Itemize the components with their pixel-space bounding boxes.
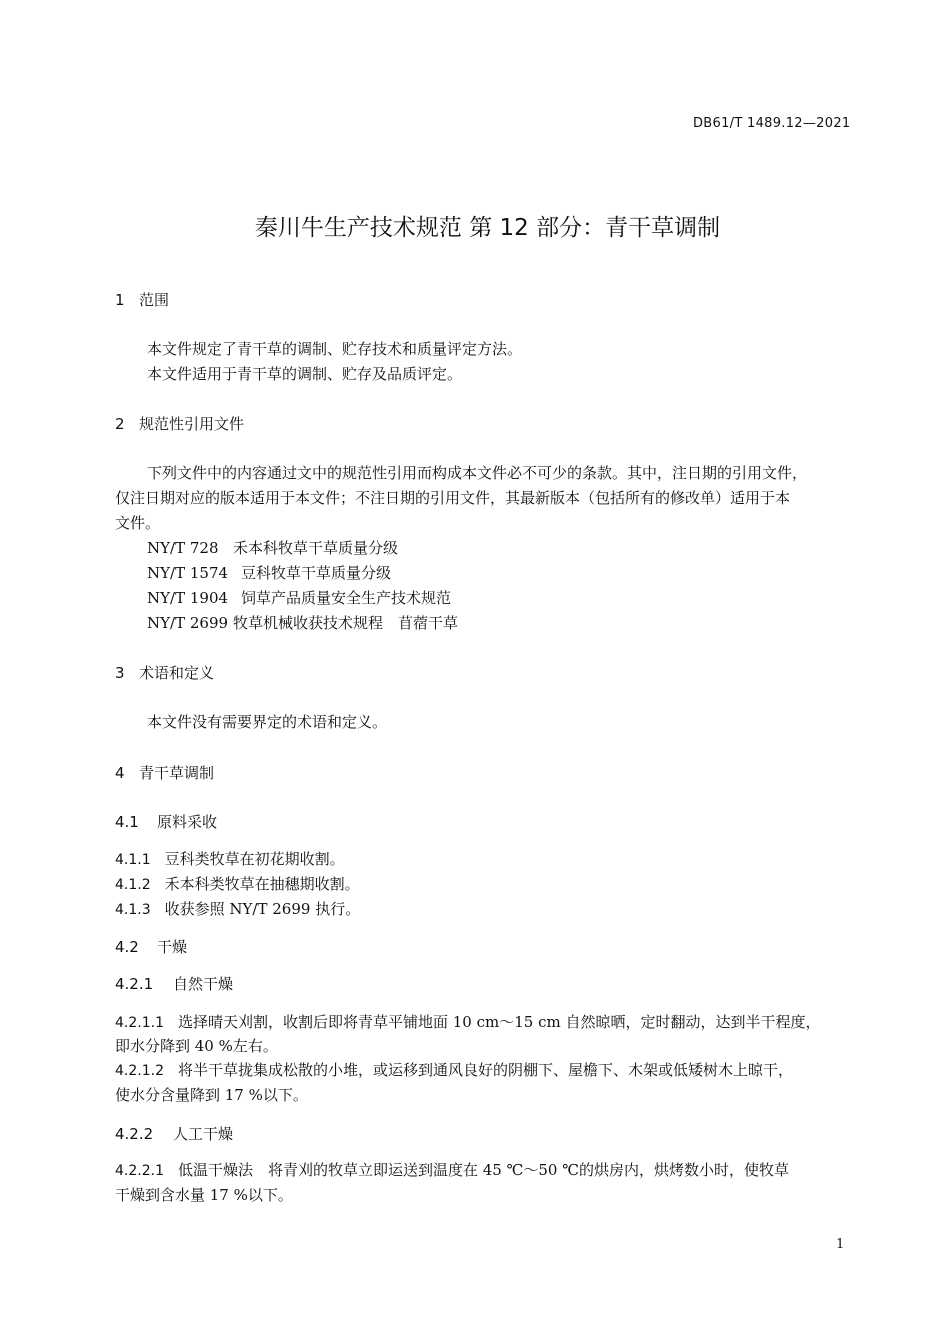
section-2-intro-line-3: 文件。 xyxy=(115,514,161,532)
section-title: 术语和定义 xyxy=(139,664,215,682)
reference-code: NY/T 728 xyxy=(147,539,219,557)
reference-item xyxy=(147,612,458,633)
clause-number: 4.1.3 xyxy=(115,902,151,918)
section-3-paragraph: 本文件没有需要界定的术语和定义。 xyxy=(147,713,388,731)
reference-title: 牧草机械收获技术规程 苜蓿干草 xyxy=(233,614,459,632)
clause-4-2-2-1-line-2: 干燥到含水量 17 %以下。 xyxy=(115,1186,293,1204)
subsection-number: 4.1 xyxy=(115,813,139,831)
section-1-paragraph-1: 本文件规定了青干草的调制、贮存技术和质量评定方法。 xyxy=(147,340,523,358)
reference-title: 禾本科牧草干草质量分级 xyxy=(233,539,399,557)
reference-code: NY/T 1574 xyxy=(147,564,229,582)
subsection-number: 4.2.1 xyxy=(115,975,154,993)
section-3-heading xyxy=(115,662,214,683)
subsection-number: 4.2 xyxy=(115,938,139,956)
page-number: 1 xyxy=(836,1237,845,1252)
clause-4-2-1-1-line-2: 即水分降到 40 %左右。 xyxy=(115,1037,278,1055)
section-2-intro-line-1: 下列文件中的内容通过文中的规范性引用而构成本文件必不可少的条款。其中，注日期的引用文件， xyxy=(147,464,808,482)
clause-4-1-2 xyxy=(115,873,360,894)
reference-title: 豆科牧草干草质量分级 xyxy=(241,564,392,582)
document-title: 秦川牛生产技术规范 第 12 部分：青干草调制 xyxy=(254,215,721,241)
clause-4-2-2-1-line-1 xyxy=(115,1159,789,1180)
subsection-title: 自然干燥 xyxy=(173,975,234,993)
section-number: 1 xyxy=(115,291,125,309)
section-2-intro-line-2: 仅注日期对应的版本适用于本文件；不注日期的引用文件，其最新版本（包括所有的修改单）适用于本 xyxy=(115,489,791,507)
clause-4-2-1-2-line-2: 使水分含量降到 17 %以下。 xyxy=(115,1086,308,1104)
reference-title: 饲草产品质量安全生产技术规范 xyxy=(241,589,452,607)
subsection-title: 原料采收 xyxy=(157,813,218,831)
subsection-title: 干燥 xyxy=(157,938,188,956)
clause-text: 收获参照 NY/T 2699 执行。 xyxy=(164,900,361,918)
section-title: 范围 xyxy=(139,291,170,309)
clause-number: 4.2.2.1 xyxy=(115,1163,164,1179)
subsection-title: 人工干燥 xyxy=(173,1125,234,1143)
clause-4-1-1 xyxy=(115,848,345,869)
clause-4-1-3 xyxy=(115,898,360,919)
section-1-heading xyxy=(115,289,169,310)
clause-text: 低温干燥法 将青刈的牧草立即运送到温度在 45 ℃～50 ℃的烘房内，烘烤数小时，使牧草 xyxy=(177,1161,790,1179)
section-1-paragraph-2: 本文件适用于青干草的调制、贮存及品质评定。 xyxy=(147,365,463,383)
clause-text: 豆科类牧草在初花期收割。 xyxy=(164,850,345,868)
clause-number: 4.1.2 xyxy=(115,877,151,893)
subsection-4-2-2-heading xyxy=(115,1123,233,1144)
reference-code: NY/T 1904 xyxy=(147,589,229,607)
clause-text: 将半干草拢集成松散的小堆，或运移到通风良好的阴棚下、屋檐下、木架或低矮树木上晾干， xyxy=(177,1061,793,1079)
clause-text: 禾本科类牧草在抽穗期收割。 xyxy=(164,875,360,893)
clause-number: 4.2.1.1 xyxy=(115,1015,164,1031)
reference-item xyxy=(147,587,451,608)
clause-4-2-1-1-line-1 xyxy=(115,1011,820,1032)
subsection-number: 4.2.2 xyxy=(115,1125,154,1143)
section-2-heading xyxy=(115,413,244,434)
clause-text: 选择晴天刈割，收割后即将青草平铺地面 10 cm～15 cm 自然晾晒，定时翻动，达到半干程度， xyxy=(177,1013,821,1031)
reference-code: NY/T 2699 xyxy=(147,614,229,632)
section-number: 2 xyxy=(115,415,125,433)
subsection-4-1-heading xyxy=(115,811,217,832)
clause-number: 4.1.1 xyxy=(115,852,151,868)
section-4-heading xyxy=(115,762,214,783)
subsection-4-2-1-heading xyxy=(115,973,233,994)
clause-number: 4.2.1.2 xyxy=(115,1063,164,1079)
section-number: 4 xyxy=(115,764,125,782)
subsection-4-2-heading xyxy=(115,936,187,957)
clause-4-2-1-2-line-1 xyxy=(115,1059,793,1080)
section-title: 规范性引用文件 xyxy=(139,415,245,433)
section-title: 青干草调制 xyxy=(139,764,215,782)
reference-item xyxy=(147,537,398,558)
section-number: 3 xyxy=(115,664,125,682)
reference-item xyxy=(147,562,391,583)
standard-code: DB61/T 1489.12—2021 xyxy=(693,116,851,131)
